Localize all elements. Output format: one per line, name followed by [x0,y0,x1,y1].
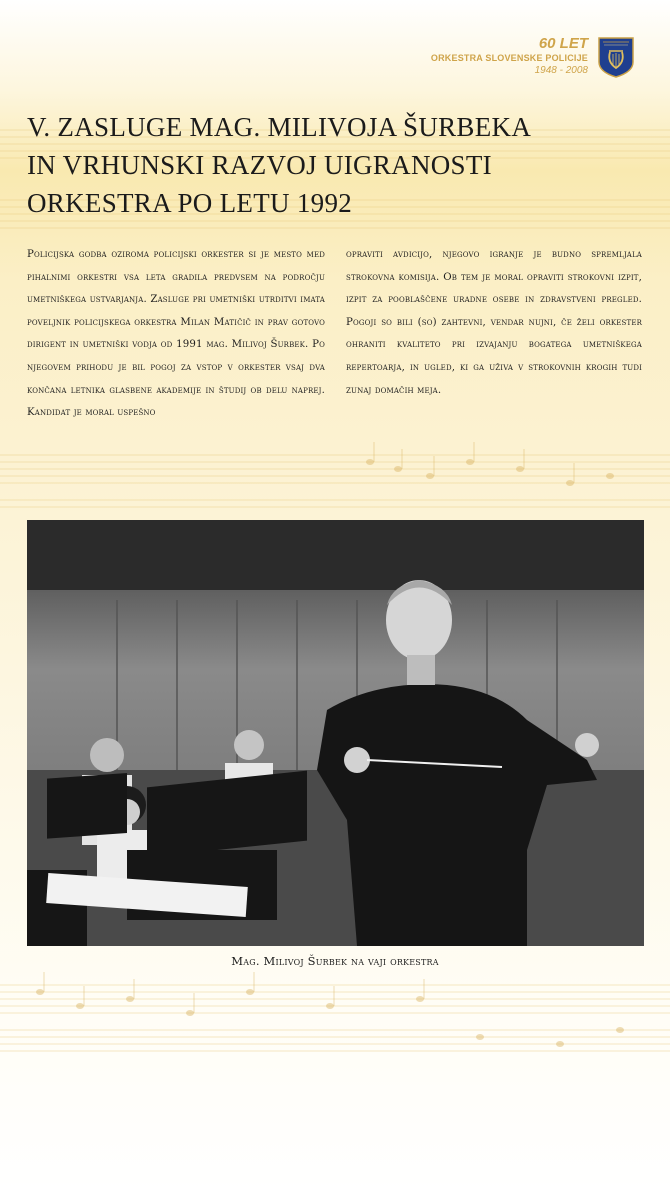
page-title [27,108,587,222]
title-line-1: V. ZASLUGE MAG. MILIVOJA ŠURBEKA [27,112,532,142]
body-text-right-column: opraviti avdicijo, njegovo igranje je budno spremljala strokovna komisija. Ob tem je moral opraviti strokovni izpit, izpit za pooblaščene uradne osebe in zdravstveni pregled. Pogoji so bili (so) zahtevni, vendar nujni, če želi orkester ohraniti kvaliteto pri izvajanju bogatega umetniškega repertoarja, in ugled, ki ga uživa v strokovnih krogih tudi zunaj domačih meja. [346,249,642,396]
photo-caption: Mag. Milivoj Šurbek na vaji orkestra [231,954,439,968]
orchestra-name: ORKESTRA SLOVENSKE POLICIJE [430,53,588,63]
anniversary-years: 1948 - 2008 [534,65,588,76]
police-orchestra-lyre-emblem-icon [596,36,636,78]
conductor-rehearsal-photo [27,520,644,946]
body-text-left-column: Policijska godba oziroma policijski orkester si je mesto med pihalnimi orkestri vsa leta gradila predvsem na področju umetniškega ustvarjanja. Zasluge pri umetniški utrditvi imata poveljnik policijskega orkestra Milan Matičič in prav gotovo dirigent in umetniški vodja od 1991 mag. Milivoj Šurbek. Po njegovem prihodu je bil pogoj za vstop v orkester vsaj dva končana letnika glasbene akademije in študij ob delu naprej. Kandidat je moral uspešno [27,249,325,419]
title-line-2: IN VRHUNSKI RAZVOJ UIGRANOSTI [27,150,492,180]
anniversary-label [431,36,588,78]
anniversary-title: 60 LET [538,35,588,52]
title-line-3: ORKESTRA PO LETU 1992 [27,188,353,218]
